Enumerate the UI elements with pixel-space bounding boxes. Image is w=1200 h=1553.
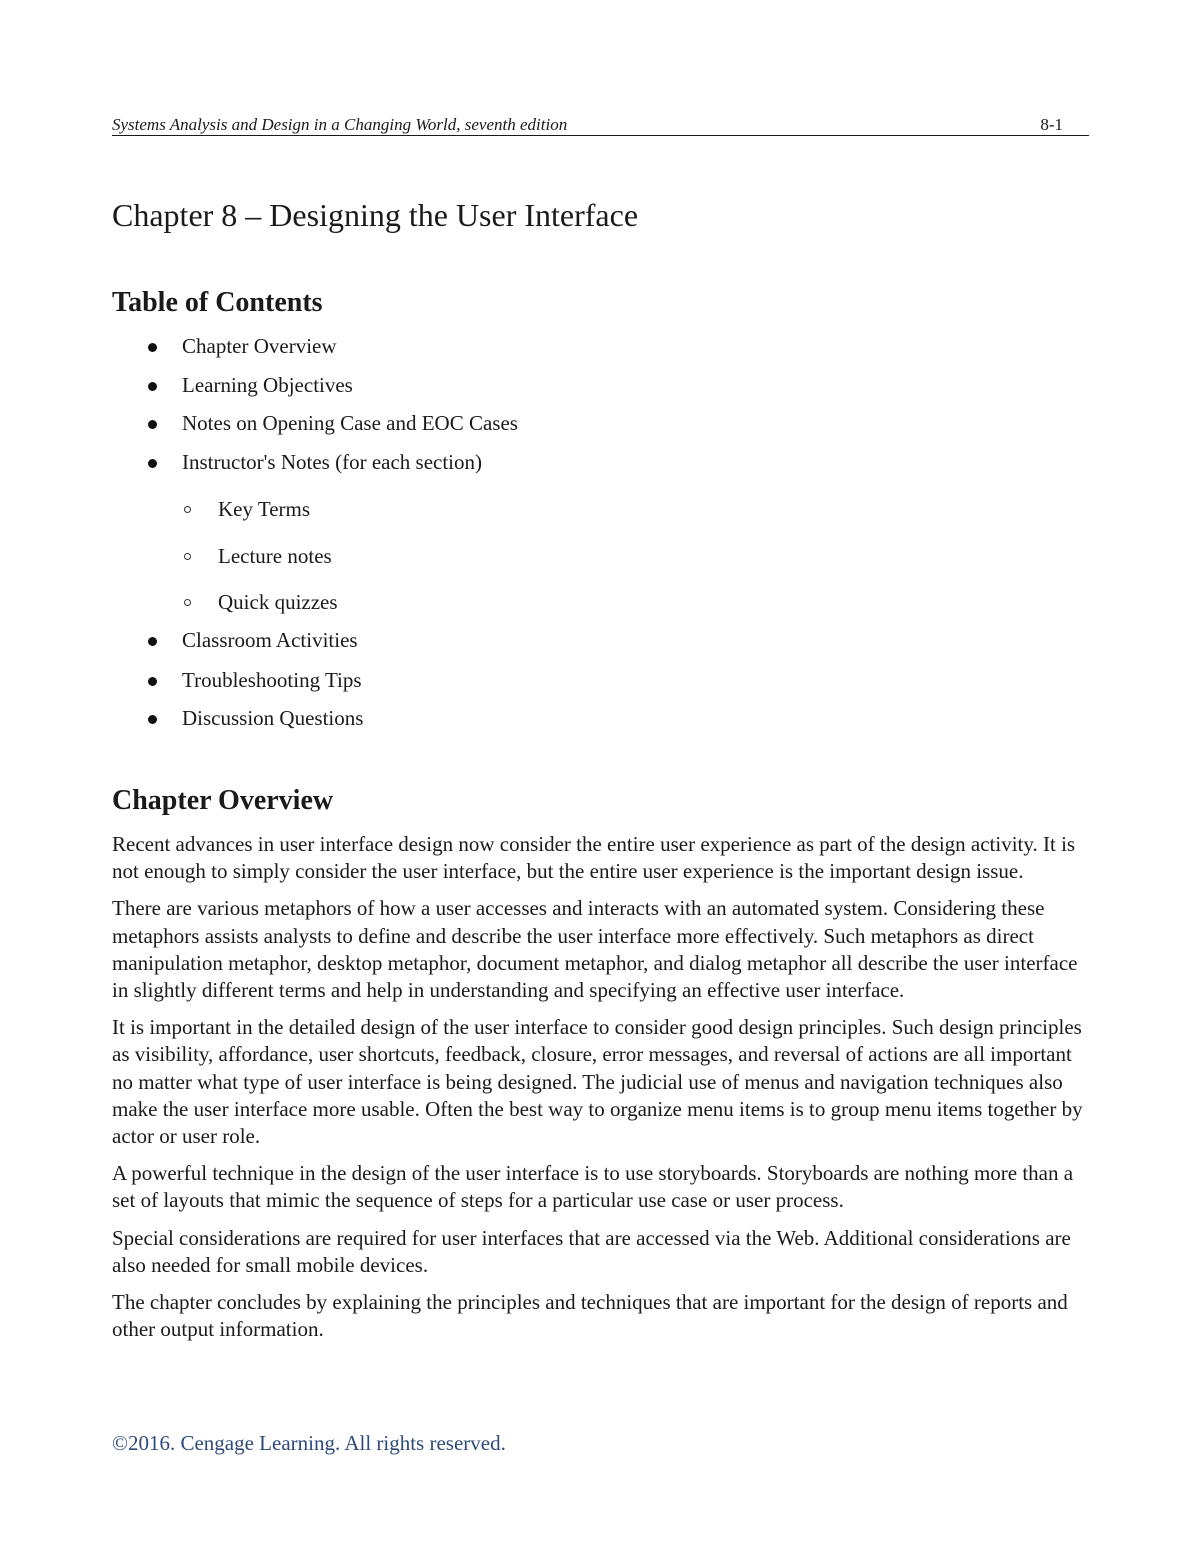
toc-item-label: Classroom Activities [182,628,358,652]
toc-item-label: Lecture notes [218,544,332,568]
running-header [112,114,1089,136]
section-heading-chapter-overview: Chapter Overview [112,785,334,816]
toc-item-chapter-overview [182,332,337,360]
bullet-icon [148,382,157,391]
toc-item-label: Learning Objectives [182,373,353,397]
toc-item-label: Instructor's Notes (for each section) [182,450,483,474]
page-number: 8-1 [1040,115,1063,134]
toc-item-label: Key Terms [218,497,311,521]
toc-item-label: Quick quizzes [218,590,338,614]
overview-paragraph: Special considerations are required for user interfaces that are accessed via the Web. Additional considerations are also needed for small mobile devices. [112,1225,1071,1277]
toc-item-learning-objectives [182,371,353,399]
chapter-title: Chapter 8 – Designing the User Interface [112,197,639,233]
toc-subitem-lecture-notes [218,542,332,570]
toc-subitem-key-terms [218,495,310,523]
toc-item-troubleshooting-tips [182,666,362,694]
overview-paragraph: It is important in the detailed design of the user interface to consider good design principles. Such design principles as visibility, affordance, user shortcuts, feedback, closure, error messages, and reversal of actions are all important no matter what type of user interface is being designed. The judicial use of menus and navigation techniques also make the user interface more usable. Often the best way to organize menu items is to group menu items together by actor or user role. [112,1015,1083,1149]
toc-item-label: Chapter Overview [182,334,337,358]
toc-item-opening-case [182,409,518,437]
toc-item-label: Notes on Opening Case and EOC Cases [182,411,518,435]
bullet-icon [148,343,157,352]
bullet-icon [148,637,157,646]
bullet-icon [148,677,157,686]
hollow-bullet-icon [184,506,191,513]
toc-subitem-quick-quizzes [218,588,338,616]
overview-body [112,831,1087,1353]
copyright-footer: ©2016. Cengage Learning. All rights reserved. [112,1431,506,1455]
toc-heading: Table of Contents [112,287,323,318]
hollow-bullet-icon [184,553,191,560]
bullet-icon [148,459,157,468]
bullet-icon [148,420,157,429]
overview-paragraph: The chapter concludes by explaining the principles and techniques that are important for the design of reports and other output information. [112,1290,1068,1342]
overview-paragraph: A powerful technique in the design of the user interface is to use storyboards. Storyboards are nothing more than a set of layouts that mimic the sequence of steps for a particular use case or user process. [112,1161,1074,1213]
book-title: Systems Analysis and Design in a Changing World, seventh edition [112,115,568,134]
toc-item-label: Discussion Questions [182,706,364,730]
overview-paragraph: Recent advances in user interface design now consider the entire user experience as part of the design activity. It is not enough to simply consider the user interface, but the entire user experience is the important design issue. [112,832,1076,884]
toc-item-label: Troubleshooting Tips [182,668,362,692]
overview-paragraph: There are various metaphors of how a user accesses and interacts with an automated system. Considering these metaphors assists analysts to define and describe the user interface more effectively. Such metaphors as direct manipulation metaphor, desktop metaphor, document metaphor, and dialog metaphor all describe the user interface in slightly different terms and help in understanding and specifying an effective user interface. [112,896,1078,1003]
hollow-bullet-icon [184,599,191,606]
toc-item-classroom-activities [182,626,358,654]
bullet-icon [148,715,157,724]
toc-item-instructors-notes [182,448,482,476]
toc-item-discussion-questions [182,704,363,732]
